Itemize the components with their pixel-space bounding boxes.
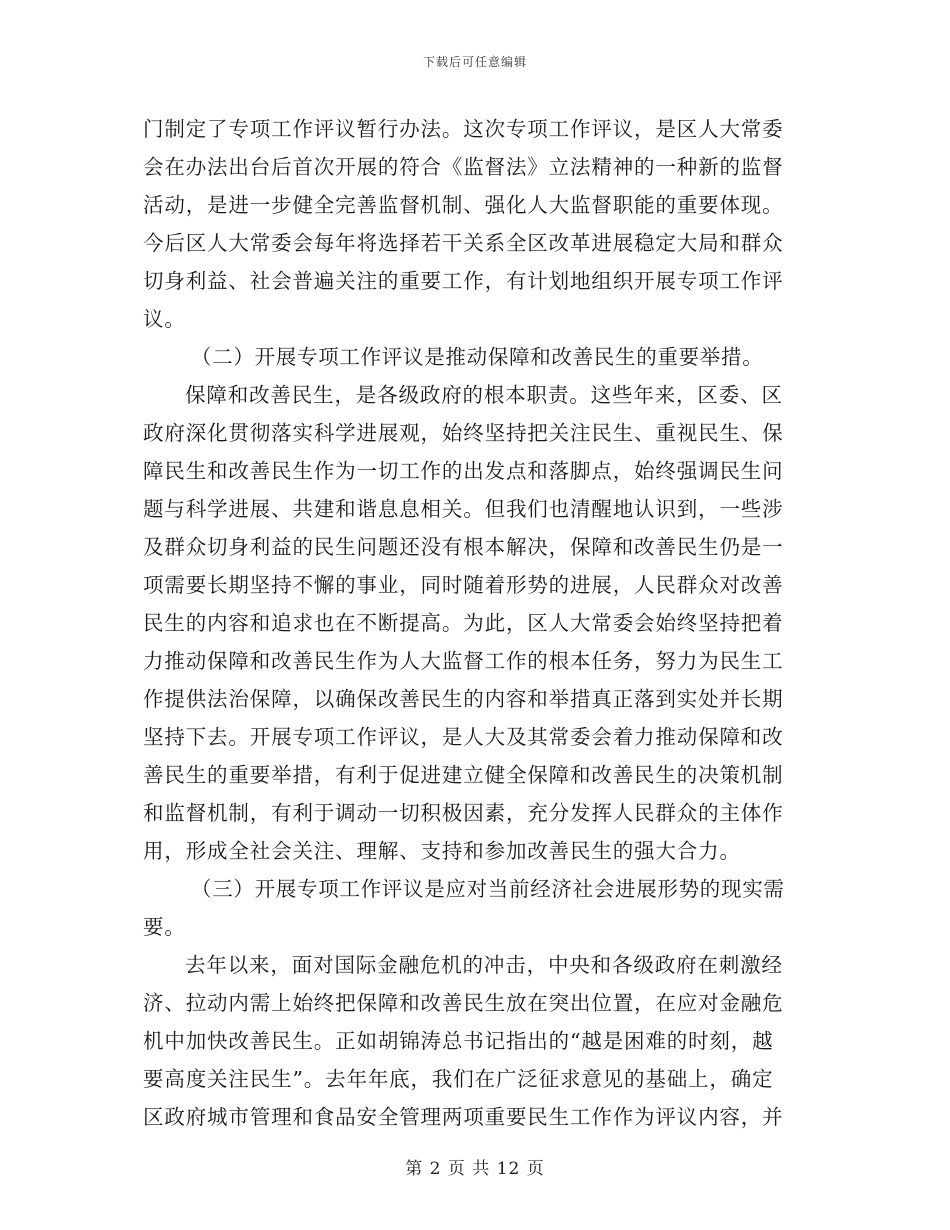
paragraph-line: 门制定了专项工作评议暂行办法。这次专项工作评议，是区人大常委 (143, 117, 784, 141)
paragraph-line: 去年以来，面对国际金融危机的冲击，中央和各级政府在刺激经 (185, 953, 783, 977)
page-footer: 第 2 页 共 12 页 (405, 1159, 545, 1179)
document-body (143, 110, 805, 1136)
paragraph-line: 活动，是进一步健全完善监督机制、强化人大监督职能的重要体现。 (143, 193, 784, 217)
paragraph-line: 今后区人大常委会每年将选择若干关系全区改革进展稳定大局和群众 (143, 231, 784, 255)
paragraph-line: 作提供法治保障，以确保改善民生的内容和举措真正落到实处并长期 (143, 687, 784, 711)
paragraph-line: 区政府城市管理和食品安全管理两项重要民生工作作为评议内容，并 (143, 1105, 784, 1129)
paragraph-line: 保障和改善民生，是各级政府的根本职责。这些年来，区委、区 (185, 383, 783, 407)
paragraph-line: 议。 (143, 307, 186, 331)
paragraph-line: 及群众切身利益的民生问题还没有根本解决，保障和改善民生仍是一 (143, 535, 784, 559)
paragraph-line: 和监督机制，有利于调动一切积极因素，充分发挥人民群众的主体作 (143, 801, 784, 825)
paragraph-line: 善民生的重要举措，有利于促进建立健全保障和改善民生的决策机制 (143, 763, 784, 787)
paragraph-line: 要。 (143, 915, 186, 939)
paragraph-line: 会在办法出台后首次开展的符合《监督法》立法精神的一种新的监督 (143, 155, 784, 179)
paragraph-line: 要高度关注民生”。去年年底，我们在广泛征求意见的基础上，确定 (143, 1067, 774, 1091)
paragraph-line: 民生的内容和追求也在不断提高。为此，区人大常委会始终坚持把着 (143, 611, 784, 635)
section-heading-line: （三）开展专项工作评议是应对当前经济社会进展形势的现实需 (191, 877, 785, 901)
paragraph-line: 题与科学进展、共建和谐息息相关。但我们也清醒地认识到，一些涉 (143, 497, 784, 521)
paragraph-line: 项需要长期坚持不懈的事业，同时随着形势的进展，人民群众对改善 (143, 573, 784, 597)
paragraph-line: 坚持下去。开展专项工作评议，是人大及其常委会着力推动保障和改 (143, 725, 784, 749)
paragraph-line: 政府深化贯彻落实科学进展观，始终坚持把关注民生、重视民生、保 (143, 421, 784, 445)
paragraph-line: 力推动保障和改善民生作为人大监督工作的根本任务，努力为民生工 (143, 649, 784, 673)
paragraph-line: 机中加快改善民生。正如胡锦涛总书记指出的“越是困难的时刻，越 (143, 1029, 774, 1053)
page-header: 下载后可任意编辑 (422, 55, 527, 69)
paragraph-line: 用，形成全社会关注、理解、支持和参加改善民生的强大合力。 (143, 839, 741, 863)
paragraph-line: 济、拉动内需上始终把保障和改善民生放在突出位置，在应对金融危 (143, 991, 784, 1015)
paragraph-line: 障民生和改善民生作为一切工作的出发点和落脚点，始终强调民生问 (143, 459, 784, 483)
section-heading-line: （二）开展专项工作评议是推动保障和改善民生的重要举措。 (191, 345, 764, 369)
paragraph-line: 切身利益、社会普遍关注的重要工作，有计划地组织开展专项工作评 (143, 269, 784, 293)
